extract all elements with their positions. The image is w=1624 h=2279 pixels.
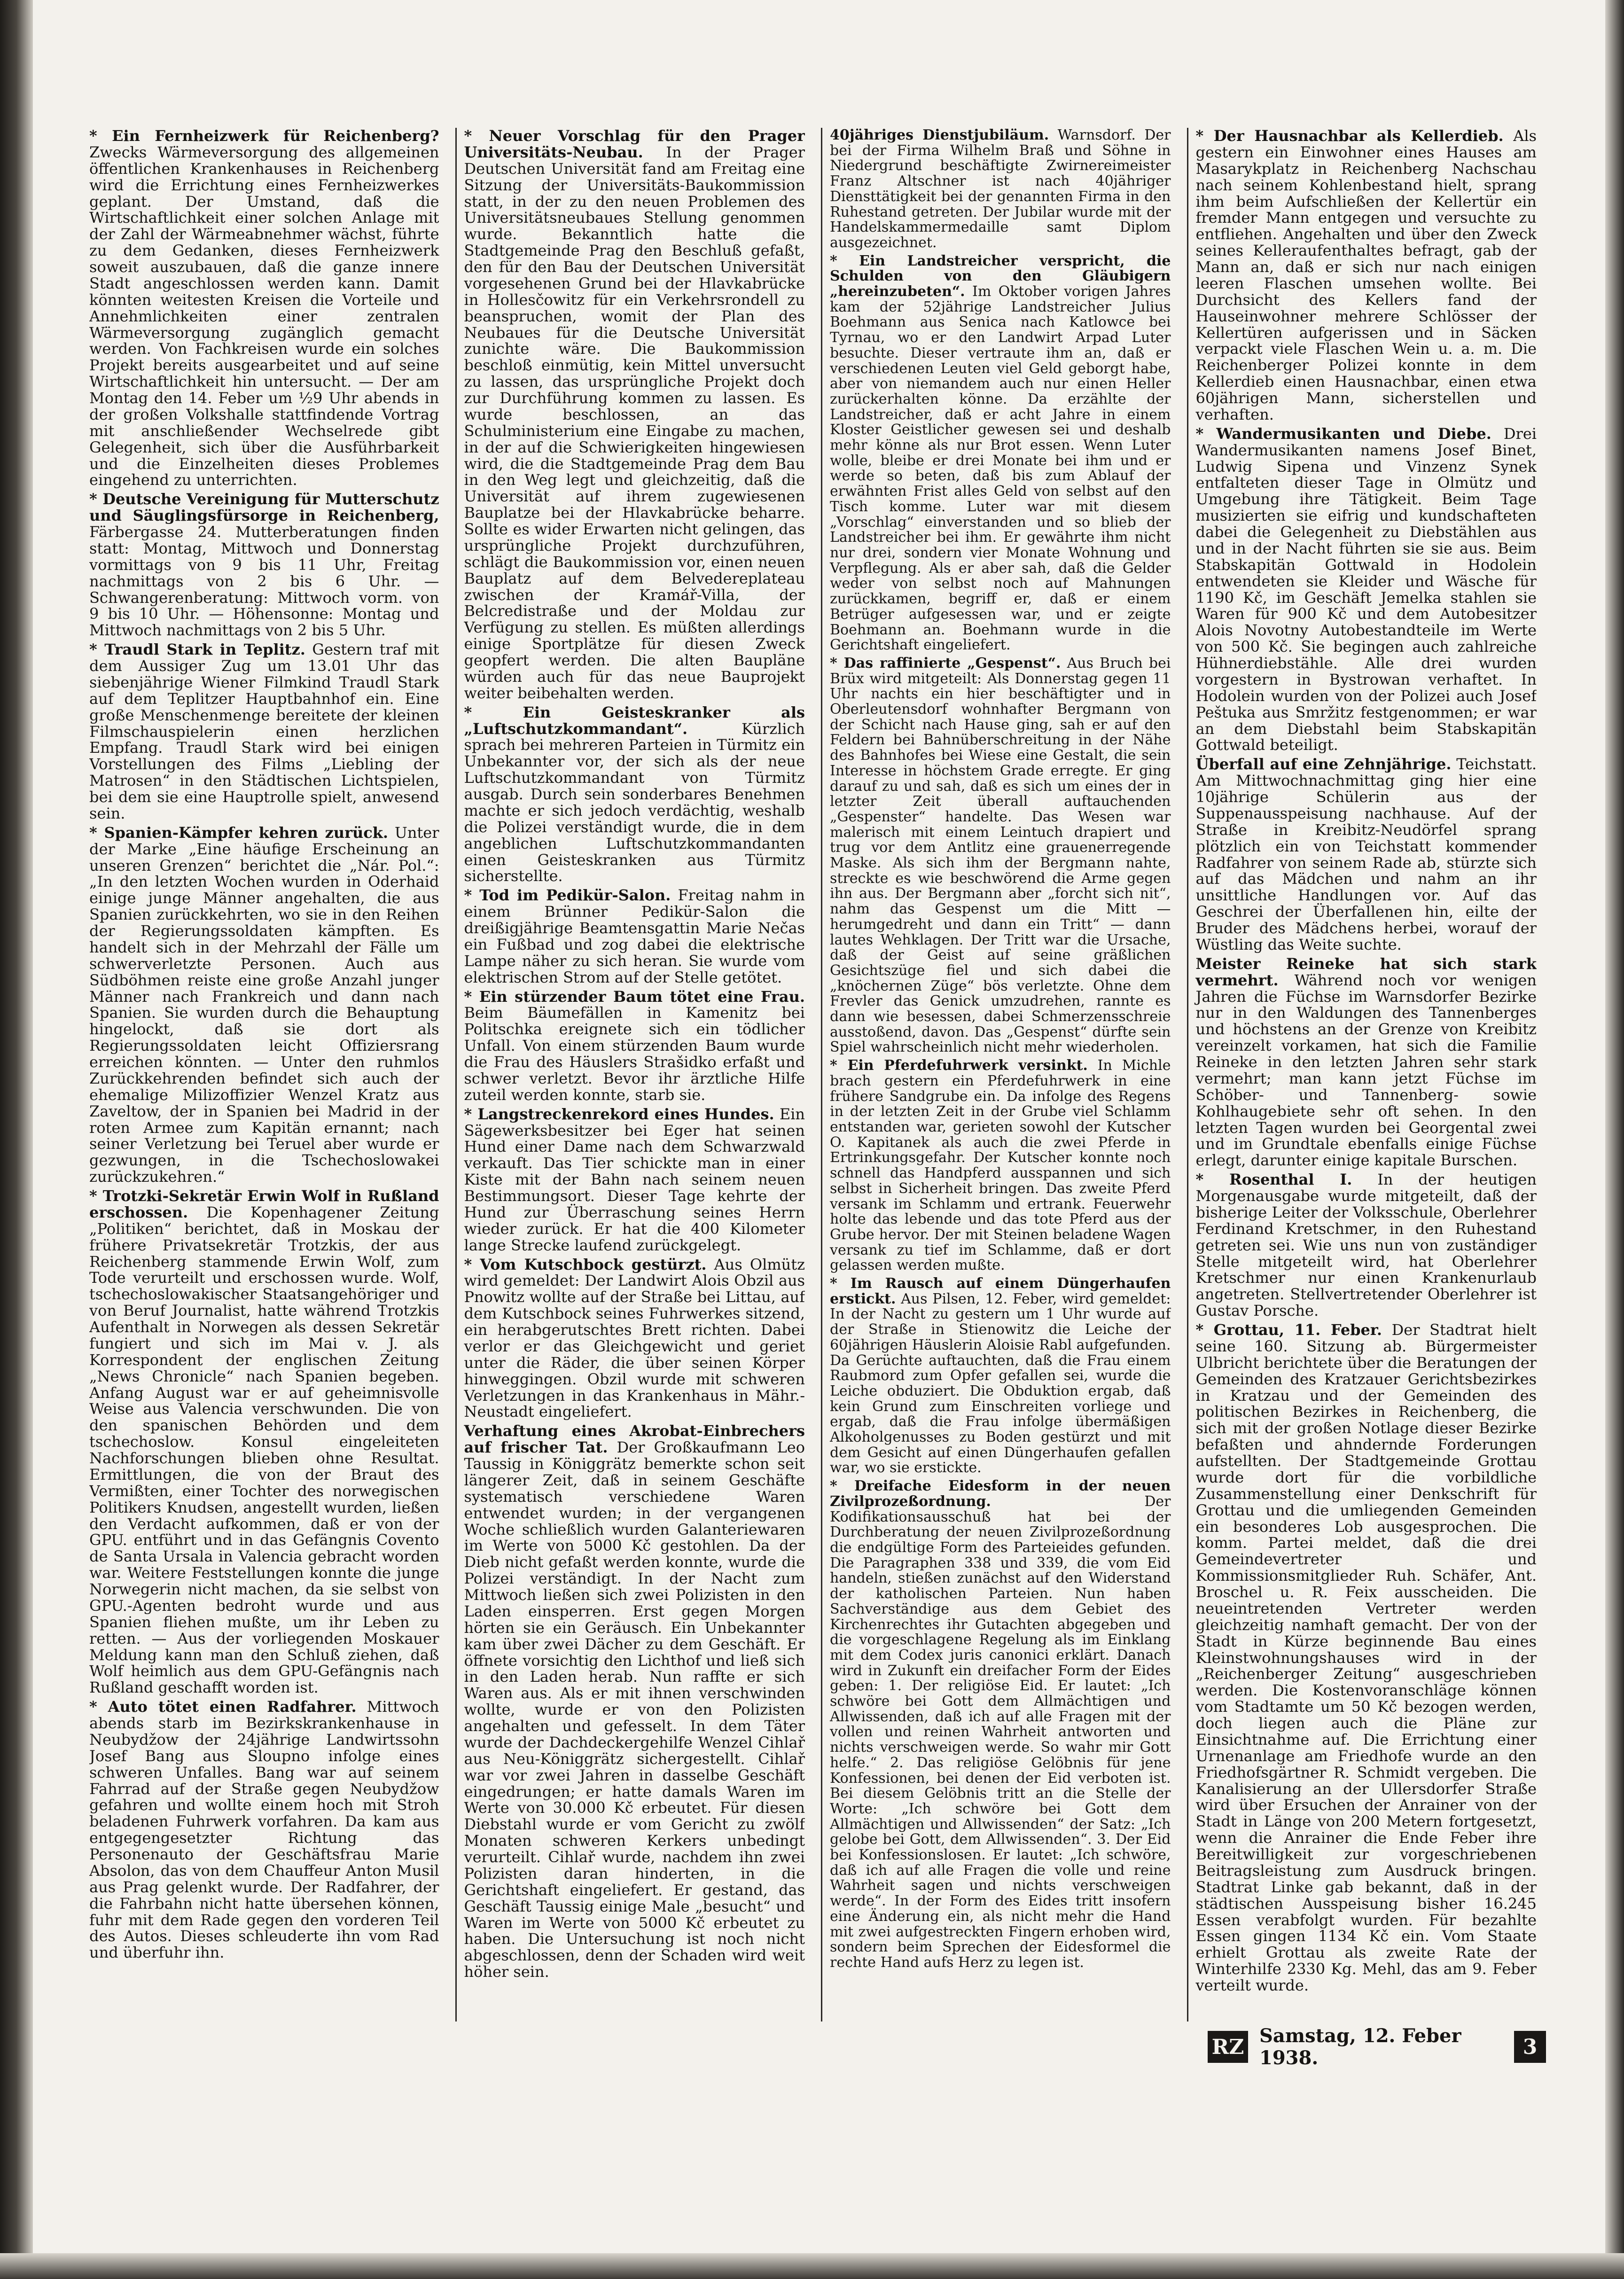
news-item-headline: * Ein stürzender Baum tötet eine Frau. bbox=[464, 987, 805, 1006]
news-item-body: Gestern traf mit dem Aussiger Zug um 13.01 Uhr das siebenjährige Wiener Filmkind Traudl Stark auf dem Teplitzer Hauptbahnhof ein. Eine große Menschenmenge bereitete der kleinen Filmschauspielerin einen herzlichen Empfang. Traudl Stark wird bei einigen Vorstellungen des Films „Liebling der Matrosen“ in den Städtischen Lichtspielen, bei dem sie eine Hauptrolle spielt, anwesend sein. bbox=[89, 640, 439, 822]
news-item bbox=[1196, 756, 1537, 953]
news-item bbox=[830, 254, 1171, 653]
news-item-body: In der heutigen Morgenausgabe wurde mitgeteilt, daß der bisherige Leiter der Volksschule, Oberlehrer Ferdinand Kretschmer, in den Ruhestand getreten sei. Wie uns nun von zuständiger Stelle mitgeteilt wird, hat Oberlehrer Kretschmer nur einen Krankenurlaub angetreten. Stellvertretender Oberlehrer ist Gustav Porsche. bbox=[1195, 1171, 1537, 1320]
scan-edge-bottom bbox=[0, 2253, 1624, 2279]
news-item-headline: * Neuer Vorschlag für den Prager Universitäts-Neubau. bbox=[464, 128, 805, 161]
news-item-headline: * Ein Pferdefuhrwerk versinkt. bbox=[830, 1057, 1088, 1074]
news-item-body: Der Großkaufmann Leo Taussig in Königgrätz bemerkte schon seit längerer Zeit, daß in seinem Geschäfte systematisch verschiedene Waren entwendet wurden; in der vergangenen Woche schließlich wurden Galanteriewaren im Werte von 5000 Kč gestohlen. Da der Dieb nicht gefaßt werden konnte, wurde die Polizei verständigt. In der Nacht zum Mittwoch ließen sich zwei Polizisten in den Laden einsperren. Erst gegen Morgen hörten sie ein Geräusch. Ein Unbekannter kam über zwei Dächer zu dem Geschäft. Er öffnete vorsichtig den Lichthof und ließ sich in den Laden herab. Nun raffte er sich Waren aus. Als er mit ihnen verschwinden wollte, wurde er von den Polizisten angehalten und gefesselt. In dem Täter wurde der Dachdeckergehilfe Wenzel Cihlař aus Neu-Königgrätz sichergestellt. Cihlař war vor zwei Jahren in dasselbe Geschäft eingedrungen; er hatte damals Waren im Werte von 30.000 Kč erbeutet. Für diesen Diebstahl wurde er vom Gericht zu zwölf Monaten schweren Kerkers unbedingt verurteilt. Cihlař wurde, nachdem ihn zwei Polizisten daran hinderten, in die Gerichtshaft eingeliefert. Er gestand, das Geschäft Taussig einige Male „besucht“ und Waren im Werte von 5000 Kč erbeutet zu haben. Die Untersuchung ist noch nicht abgeschlossen, denn der Schaden wird weit höher sein. bbox=[464, 1438, 805, 1981]
news-item-body: Drei Wandermusikanten namens Josef Binet, Ludwig Sipena und Vinzenz Synek entfalteten dieser Tage in Olmütz und Umgebung ihre Tätigkeit. Beim Tage musizierten sie eifrig und kundschafteten dabei die Gelegenheit zu Diebstählen aus und in der Nacht führten sie sie aus. Beim Stabskapitän Gottwald in Hodolein entwendeten sie Kleider und Wäsche für 1190 Kč, im Geschäft Jemelka stahlen sie Waren für 900 Kč und dem Autobesitzer Alois Novotny Autobestandteile im Werte von 500 Kč. Sie begingen auch zahlreiche Hühnerdiebstähle. Alle drei wurden vorgestern in Bystrowan verhaftet. In Hodolein wurden von der Polizei auch Josef Peštuka aus Smržitz festgenommen; er war an dem Diebstahl beim Stabskapitän Gottwald beteiligt. bbox=[1195, 424, 1537, 754]
news-item-headline: * Traudl Stark in Teplitz. bbox=[89, 640, 305, 659]
news-item bbox=[89, 641, 439, 822]
news-item bbox=[464, 1423, 805, 1980]
news-item bbox=[89, 825, 439, 1185]
issue-date: Samstag, 12. Feber 1938. bbox=[1259, 2025, 1461, 2069]
scan-edge-left bbox=[0, 0, 33, 2279]
news-item-body: Teichstatt. Am Mittwochnachmittag ging hier eine 10jährige Schülerin aus der Suppenausspeisung nachhause. Auf der Straße in Kreibitz-Neudörfel sprang plötzlich ein von Teichstatt kommender Radfahrer von seinem Rade ab, stürzte sich auf das Mädchen und nahm an ihr unsittliche Handlungen vor. Auf das Geschrei der Überfallenen hin, eilte der Bruder des Mädchens herbei, worauf der Wüstling das Weite suchte. bbox=[1195, 755, 1537, 953]
news-item-headline: * Rosenthal I. bbox=[1195, 1171, 1352, 1189]
news-item bbox=[830, 128, 1171, 251]
news-item-body: Aus Bruch bei Brüx wird mitgeteilt: Als Donnerstag gegen 11 Uhr nachts ein hier beschäftigter und in Oberleutensdorf wohnhafter Bergmann von der Schicht nach Hause ging, sah er auf den Feldern bei Bahnüberschreitung in der Nähe des Bahnhofes bei Wiese eine Gestalt, die sein Interesse in höchstem Grade erregte. Er ging darauf zu und sah, daß es sich um eines der in letzter Zeit überall auftauchenden „Gespenster“ handelte. Das Wesen war malerisch mit einem Leintuch drapiert und trug vor dem Antlitz eine grauenerregende Maske. Als sich ihm der Bergmann nahte, streckte es wie beschwörend die Arme gegen ihn aus. Der Bergmann aber „forcht sich nit“, nahm das Gespenst um die Mitt — herumgedreht und dann ein Tritt“ — dann lautes Wehklagen. Der Tritt war die Ursache, daß der Geist auf seine gräßlichen Gesichtszüge fiel und sich dabei die „knöchernen Züge“ bös verletzte. Ohne dem Frevler das Genick umzudrehen, rannte es dann wie besessen, dabei Schmerzensschreie ausstoßend, davon. Das „Gespenst“ dürfte sein Spiel wahrscheinlich nicht mehr wiederholen. bbox=[830, 655, 1171, 1056]
news-item-body: Aus Pilsen, 12. Feber, wird gemeldet: In der Nacht zu gestern um 1 Uhr wurde auf der Straße in Stienowitz die Leiche der 60jährigen Häuslerin Aloisie Rabl aufgefunden. Da Gerüchte auftauchten, daß die Frau einem Raubmord zum Opfer gefallen sei, wurde die Leiche obduziert. Die Obduktion ergab, daß kein Grund zum Einschreiten vorliege und ergab, daß die Frau infolge übermäßigen Alkoholgenusses zu Boden gestürzt und mit dem Gesicht auf einen Düngerhaufen gefallen war, wo sie erstickte. bbox=[830, 1290, 1171, 1476]
news-item bbox=[464, 887, 805, 985]
news-item bbox=[464, 1106, 805, 1254]
news-item bbox=[464, 989, 805, 1103]
news-item-headline: * Spanien-Kämpfer kehren zurück. bbox=[89, 823, 389, 842]
news-item bbox=[464, 704, 805, 885]
column-3 bbox=[821, 128, 1171, 2021]
news-item-headline: Meister Reineke hat sich stark vermehrt. bbox=[1195, 954, 1537, 989]
news-item bbox=[89, 1188, 439, 1696]
news-item-headline: * Tod im Pedikür-Salon. bbox=[464, 886, 671, 905]
news-item-body: Zwecks Wärmeversorgung des allgemeinen öffentlichen Krankenhauses in Reichenberg wird die Errichtung eines Fernheizwerkes geplant. Der Umstand, daß die Wirtschaftlichkeit einer solchen Anlage mit der Zahl der Wärmeabnehmer wächst, führte zu dem Gedanken, dieses Fernheizwerk soweit auszubauen, daß die ganze innere Stadt angeschlossen werden kann. Damit könnten weitesten Kreisen die Vorteile und Annehmlichkeiten einer zentralen Wärmeversorgung zugänglich gemacht werden. Von Fachkreisen wurde ein solches Projekt bereits ausgearbeitet und auf seine Wirtschaftlichkeit hin untersucht. — Der am Montag den 14. Feber um ½9 Uhr abends in der großen Volkshalle stattfindende Vortrag mit anschließender Wechselrede gibt Gelegenheit, sich über die Ausführbarkeit und die Einzelheiten dieses Problemes eingehend zu unterrichten. bbox=[89, 143, 439, 489]
news-item-body: Färbergasse 24. Mutterberatungen finden statt: Montag, Mittwoch und Donnerstag vormittags von 9 bis 11 Uhr, Freitag nachmittags von 2 bis 6 Uhr. — Schwangerenberatung: Mittwoch vorm. von 9 bis 10 Uhr. — Höhensonne: Montag und Mittwoch nachmittags von 2 bis 5 Uhr. bbox=[89, 523, 439, 640]
news-item-body: Beim Bäumefällen in Kamenitz bei Politschka ereignete sich ein tödlicher Unfall. Von einem stürzenden Baum wurde die Frau des Häuslers Strašidko erfaßt und schwer verletzt. Bevor ihr ärztliche Hilfe zuteil werden konnte, starb sie. bbox=[464, 1004, 805, 1104]
news-item bbox=[1196, 1322, 1537, 1994]
news-item-body: Kürzlich sprach bei mehreren Parteien in Türmitz ein Unbekannter vor, der sich als der neue Luftschutzkommandant von Türmitz ausgab. Durch sein sonderbares Benehmen machte er sich jedoch verdächtig, weshalb die Polizei verständigt wurde, die in dem angeblichen Luftschutzkommandanten einen Geisteskranken aus Türmitz sicherstellte. bbox=[464, 719, 805, 885]
news-item-body: Mittwoch abends starb im Bezirkskrankenhause in Neubydžow der 24jährige Landwirtssohn Josef Bang aus Sloupno infolge eines schweren Unfalles. Bang war auf seinem Fahrrad auf der Straße gegen Neubydžow gefahren und wollte einem hoch mit Stroh beladenen Fuhrwerk vorfahren. Da kam aus entgegengesetzter Richtung das Personenauto der Geschäftsfrau Marie Absolon, das von dem Chauffeur Anton Musil aus Prag gelenkt wurde. Der Radfahrer, der die Fahrbahn nicht hatte übersehen können, fuhr mit dem Rade gegen den vorderen Teil des Autos. Dieses schleuderte ihn vom Rad und überfuhr ihn. bbox=[89, 1698, 439, 1962]
scan-edge-right bbox=[1605, 0, 1624, 2279]
news-item-body: Warnsdorf. Der bei der Firma Wilhelm Braß und Söhne in Niedergrund beschäftigte Zwirnereimeister Franz Altschner ist nach 40jähriger Diensttätigkeit bei der genannten Firma in den Ruhestand getreten. Der Jubilar wurde mit der Handelskammermedaille samt Diplom ausgezeichnet. bbox=[830, 128, 1171, 251]
news-item bbox=[830, 1058, 1171, 1273]
news-item-headline: * Deutsche Vereinigung für Mutterschutz und Säuglingsfürsorge in Reichenberg, bbox=[89, 490, 439, 525]
news-item-headline: 40jähriges Dienstjubiläum. bbox=[830, 128, 1049, 143]
news-item-body: Ein Sägewerksbesitzer bei Eger hat seinen Hund einer Dame nach dem Schwarzwald verkauft. Das Tier schickte man in einer Kiste mit der Bahn nach seinem neuen Bestimmungsort. Dieser Tage kehrte der Hund zur Überraschung seines Herrn wieder zurück. Er hat die 400 Kilometer lange Strecke laufend zurückgelegt. bbox=[464, 1105, 805, 1254]
news-item-headline: * Wandermusikanten und Diebe. bbox=[1195, 424, 1491, 443]
news-item-headline: * Vom Kutschbock gestürzt. bbox=[464, 1255, 707, 1273]
news-item-headline: * Dreifache Eidesform in der neuen Zivilprozeßordnung. bbox=[830, 1478, 1171, 1510]
news-item-body: Während noch vor wenigen Jahren die Füchse im Warnsdorfer Bezirke nur in den Waldungen des Tannenberges und höchstens an der Grenze von Kreibitz vereinzelt vorkamen, hat sich die Familie Reineke in den letzten Jahren sehr stark vermehrt; man kann jetzt Füchse im Schöber- und Tannenberg- sowie Kohlhaugebiete sehr oft sehen. In den letzten Tagen wurden bei Georgental zwei und im Grundtale ebenfalls einige Füchse erlegt, darunter einige kapitale Burschen. bbox=[1195, 971, 1537, 1170]
news-item bbox=[464, 128, 805, 702]
article-columns bbox=[89, 128, 1537, 2021]
news-item-headline: * Im Rausch auf einem Düngerhaufen erstickt. bbox=[830, 1275, 1171, 1307]
news-item-body: Der Stadtrat hielt seine 160. Sitzung ab. Bürgermeister Ulbricht berichtete über die Beratungen der Gemeinden des Kratzauer Gerichtsbezirkes in Kratzau und der Gemeinden des politischen Bezirkes in Reichenberg, die sich mit der großen Notlage dieser Bezirke befaßten und ahndernde Forderungen aufstellten. Der Stadtgemeinde Grottau wurde dort für die vorbildliche Zusammenstellung einer Denkschrift für Grottau und die umliegenden Gemeinden ein besonderes Lob ausgesprochen. Die komm. Partei meldet, daß die drei Gemeindevertreter und Kommissionsmitglieder Ruh. Schäfer, Ant. Broschel u. R. Feix ausscheiden. Die neueintretenden Vertreter werden gleichzeitig namhaft gemacht. Der von der Stadt in Kürze beginnende Bau eines Kleinstwohnungshauses wird in der „Reichenberger Zeitung“ ausgeschrieben werden. Die Kostenvoranschläge können vom Stadtamte um 50 Kč bezogen werden, doch liegen auch die Pläne zur Einsichtnahme auf. Die Errichtung einer Urnenanlage am Friedhofe wurde an den Friedhofsgärtner R. Schmidt vergeben. Die Kanalisierung an der Ullersdorfer Straße wird über Ersuchen der Anrainer von der Stadt in Länge von 200 Metern fortgesetzt, wenn die Anrainer die Ende Feber ihre Bereitwilligkeit zur vorgeschriebenen Beitragsleistung zum Ausdruck bringen. Stadtrat Linke gab bekannt, daß in der städtischen Ausspeisung bisher 16.245 Essen verabfolgt wurden. Für bezahlte Essen gingen 1134 Kč ein. Vom Staate erhielt Grottau als zweite Rate der Winterhilfe 2330 Kg. Mehl, das am 9. Feber verteilt wurde. bbox=[1195, 1321, 1537, 1994]
news-item bbox=[89, 491, 439, 639]
news-item-body: Der Kodifikationsausschuß hat bei der Durchberatung der neuen Zivilprozeßordnung die endgültige Form des Parteieides gefunden. Die Paragraphen 338 und 339, die vom Eid handeln, stießen zunächst auf den Widerstand der katholischen Parteien. Nun haben Sachverständige aus dem Gebiet des Kirchenrechtes ihr Gutachten abgegeben und die vorgeschlagene Regelung als im Einklang mit dem Codex juris canonici erklärt. Danach wird in Zukunft ein dreifacher Form der Eides geben: 1. Der religiöse Eid. Er lautet: „Ich schwöre bei Gott dem Allmächtigen und Allwissenden, daß ich auf alle Fragen mit der vollen und reinen Wahrheit antworten und nichts verschweigen werde. So wahr mir Gott helfe.“ 2. Das religiöse Gelöbnis für jene Konfessionen, bei denen der Eid verboten ist. Bei diesem Gelöbnis tritt an die Stelle der Worte: „Ich schwöre bei Gott dem Allmächtigen und Allwissenden“ der Satz: „Ich gelobe bei Gott, dem Allwissenden“. 3. Der Eid bei Konfessionslosen. Er lautet: „Ich schwöre, daß ich auf alle Fragen die volle und reine Wahrheit sagen und nichts verschweigen werde“. In der Form des Eides tritt insofern eine Änderung ein, als nicht mehr die Hand mit zwei aufgestreckten Fingern erhoben wird, sondern beim Sprechen der Eidesformel die rechte Hand aufs Herz zu legen ist. bbox=[830, 1493, 1171, 1971]
news-item-body: In Michle brach gestern ein Pferdefuhrwerk in eine frühere Sandgrube ein. Da infolge des Regens in der letzten Zeit in der Grube viel Schlamm entstanden war, gerieten sowohl der Kutscher O. Kapitanek als auch die zwei Pferde in Ertrinkungsgefahr. Der Kutscher konnte noch schnell das Handpferd ausspannen und sich selbst in Sicherheit bringen. Das zweite Pferd versank im Schlamm und ertrank. Feuerwehr holte das lebende und das tote Pferd aus der Grube hervor. Der mit Steinen beladene Wagen versank zu tief im Schlamme, daß er dort gelassen werden mußte. bbox=[830, 1057, 1171, 1274]
news-item-body: Die Kopenhagener Zeitung „Politiken“ berichtet, daß in Moskau der frühere Privatsekretär Trotzkis, der aus Reichenberg stammende Erwin Wolf, zum Tode verurteilt und erschossen wurde. Wolf, tschechoslowakischer Staatsangehöriger und von Beruf Journalist, hatte während Trotzkis Aufenthalt in Norwegen als dessen Sekretär fungiert und sich im Mai v. J. als Korrespondent der englischen Zeitung „News Chronicle“ nach Spanien begeben. Anfang August war er auf geheimnisvolle Weise aus Valencia verschwunden. Die von den spanischen Behörden und dem tschechoslow. Konsul eingeleiteten Nachforschungen blieben ohne Resultat. Ermittlungen, die von der Braut des Vermißten, einer Tochter des norwegischen Politikers Knudsen, angestellt wurden, ließen den Verdacht aufkommen, daß er von der GPU. entführt und in das Gefängnis Covento de Santa Ursala in Valencia gebracht worden war. Weitere Feststellungen konnte die junge Norwegerin nicht machen, da sie selbst von GPU.-Agenten bedroht wurde und aus Spanien fliehen mußte, um ihr Leben zu retten. — Aus der vorliegenden Moskauer Meldung kann man den Schluß ziehen, daß Wolf heimlich aus dem GPU-Gefängnis nach Rußland geschafft worden ist. bbox=[89, 1203, 439, 1697]
news-item-headline: * Ein Landstreicher verspricht, die Schulden von den Gläubigern „hereinzubeten“. bbox=[830, 252, 1171, 300]
news-item-headline: * Ein Fernheizwerk für Reichenberg? bbox=[89, 128, 439, 145]
newspaper-logo: RZ bbox=[1208, 2031, 1248, 2063]
news-item-headline: * Trotzki-Sekretär Erwin Wolf in Rußland erschossen. bbox=[89, 1187, 439, 1221]
column-1 bbox=[89, 128, 439, 2021]
news-item bbox=[830, 1479, 1171, 1971]
news-item bbox=[830, 656, 1171, 1055]
news-item-body: Unter der Marke „Eine häufige Erscheinung an unseren Grenzen“ berichtet die „Nár. Pol.“: „In den letzten Wochen wurden in Oderhaid einige junge Männer angehalten, die aus Spanien zurückkehrten, wo sie in den Reihen der Regierungssoldaten kämpften. Es handelt sich in der Mehrzahl der Fälle um schwerverletzte Personen. Auch aus Südböhmen reiste eine große Anzahl junger Männer nach Frankreich und dann nach Spanien. Sie wurden durch die Behauptung hingelockt, daß sie dort als Regierungssoldaten leicht Offiziersrang erreichen könnten. — Unter den ruhmlos Zurückkehrenden befindet sich auch der ehemalige Milizoffizier Wenzel Kratz aus Zaveltow, der in Spanien bei Madrid in der roten Armee zum Kapitän ernannt; nach seiner Verletzung bei Teruel aber wurde er gezwungen, in die Tschechoslowakei zurückzukehren.“ bbox=[89, 823, 439, 1186]
news-item-body: In der Prager Deutschen Universität fand am Freitag eine Sitzung der Universitäts-Baukommission statt, in der zu den neuen Problemen des Universitätsneubaues Stellung genommen wurde. Bekanntlich hatte die Stadtgemeinde Prag den Beschluß gefaßt, den für den Bau der Deutschen Universität vorgesehenen Grund bei der Hlavkabrücke in Hollesčowitz für ein Verkehrsrondell zu beanspruchen, womit der Plan des Neubaues für die Deutsche Universität zunichte wäre. Die Baukommission beschloß einmütig, kein Mittel unversucht zu lassen, das ursprüngliche Projekt doch zur Durchführung kommen zu lassen. Es wurde beschlossen, an das Schulministerium eine Eingabe zu machen, in der auf die Schwierigkeiten hingewiesen wird, die die Stadtgemeinde Prag dem Bau in den Weg legt und gleichzeitig, daß die Universität auf ihrem zugewiesenen Bauplatze bei der Hlavkabrücke beharre. Sollte es wider Erwarten nicht gelingen, das ursprüngliche Projekt durchzuführen, schlägt die Baukommission vor, einen neuen Bauplatz auf dem Belvedereplateau zwischen der Kramář-Villa, der Belcredistraße und der Moldau zur Verfügung zu stellen. Es müßten allerdings einige Sportplätze für diesen Zweck geopfert werden. Die alten Baupläne würden auch für das neue Bauprojekt weiter beibehalten werden. bbox=[464, 143, 805, 702]
news-item-headline: * Langstreckenrekord eines Hundes. bbox=[464, 1105, 774, 1123]
news-item-headline: * Das raffinierte „Gespenst“. bbox=[830, 655, 1061, 671]
news-item bbox=[1196, 1171, 1537, 1319]
news-item-headline: * Der Hausnachbar als Kellerdieb. bbox=[1195, 128, 1504, 145]
page-footer bbox=[1208, 2025, 1546, 2069]
news-item bbox=[1196, 426, 1537, 754]
news-item-headline: * Ein Geisteskranker als „Luftschutzkommandant“. bbox=[464, 703, 805, 738]
column-2 bbox=[455, 128, 805, 2021]
news-item bbox=[1196, 956, 1537, 1169]
news-item-body: Freitag nahm in einem Brünner Pedikür-Salon die dreißigjährige Beamtensgattin Marie Nečas ein Fußbad und zog dabei die elektrische Lampe näher zu sich heran. Sie wurde vom elektrischen Strom auf der Stelle getötet. bbox=[464, 886, 805, 986]
news-item-body: Im Oktober vorigen Jahres kam der 52jährige Landstreicher Julius Boehmann aus Senica nach Katlowce bei Tyrnau, wo er den Landwirt Arpad Luter besuchte. Dieser vertraute ihm an, daß er verschiedenen Leuten viel Geld geborgt habe, aber von niemandem auch nur einen Heller zurückerhalten könne. Da erzählte der Landstreicher, daß er acht Jahre in einem Kloster Geistlicher gewesen sei und deshalb mehr könne als nur Brot essen. Wenn Luter wolle, bleibe er drei Monate bei ihm und er werde so beten, daß bis zum Ablauf der erwähnten Frist alles Geld von selbst auf den Tisch komme. Luter war mit diesem „Vorschlag“ einverstanden und so blieb der Landstreicher bei ihm. Er gewährte ihm nicht nur drei, sondern vier Monate Wohnung und Verpflegung. Als er aber sah, daß die Gelder weder von selbst noch auf Mahnungen zurückkamen, begriff er, daß er einem Betrüger aufgesessen war, und er zeigte Boehmann an. Boehmann wurde in die Gerichtshaft eingeliefert. bbox=[830, 283, 1171, 654]
news-item bbox=[89, 1699, 439, 1961]
news-item bbox=[89, 128, 439, 488]
news-item-headline: Verhaftung eines Akrobat-Einbrechers auf frischer Tat. bbox=[464, 1422, 805, 1457]
news-item-headline: Überfall auf eine Zehnjährige. bbox=[1195, 755, 1452, 773]
column-4 bbox=[1187, 128, 1537, 2021]
news-item-headline: * Auto tötet einen Radfahrer. bbox=[89, 1698, 357, 1716]
news-item-body: Als gestern ein Einwohner eines Hauses am Masarykplatz in Reichenberg Nachschau nach seinem Kohlenbestand hielt, sprang ihm beim Aufschließen der Kellertür ein fremder Mann entgegen und versuchte zu entfliehen. Angehalten und über den Zweck seines Kelleraufenthaltes befragt, gab der Mann an, daß er sich nur nach einigen leeren Flaschen umsehen wollte. Bei Durchsicht des Kellers fand der Hauseinwohner mehrere Schlösser der Kellertüren aufgerissen und in Säcken verpackt viele Flaschen Wein u. a. m. Die Reichenberger Polizei konnte in dem Kellerdieb einen Hausnachbar, einen etwa 60jährigen Mann, sicherstellen und verhaften. bbox=[1195, 128, 1537, 423]
page-number: 3 bbox=[1514, 2031, 1546, 2063]
news-item bbox=[464, 1257, 805, 1420]
news-item-headline: * Grottau, 11. Feber. bbox=[1195, 1321, 1382, 1339]
news-item-body: Aus Olmütz wird gemeldet: Der Landwirt Alois Obzil aus Pnowitz wollte auf der Straße bei Littau, auf dem Kutschbock seines Fuhrwerkes sitzend, ein herabgerutschtes Brett richten. Dabei verlor er das Gleichgewicht und geriet unter die Räder, die über seinen Körper hinweggingen. Obzil wurde mit schweren Verletzungen in das Krankenhaus in Mähr.-Neustadt eingeliefert. bbox=[464, 1255, 805, 1421]
news-item bbox=[1196, 128, 1537, 423]
news-item bbox=[830, 1276, 1171, 1476]
